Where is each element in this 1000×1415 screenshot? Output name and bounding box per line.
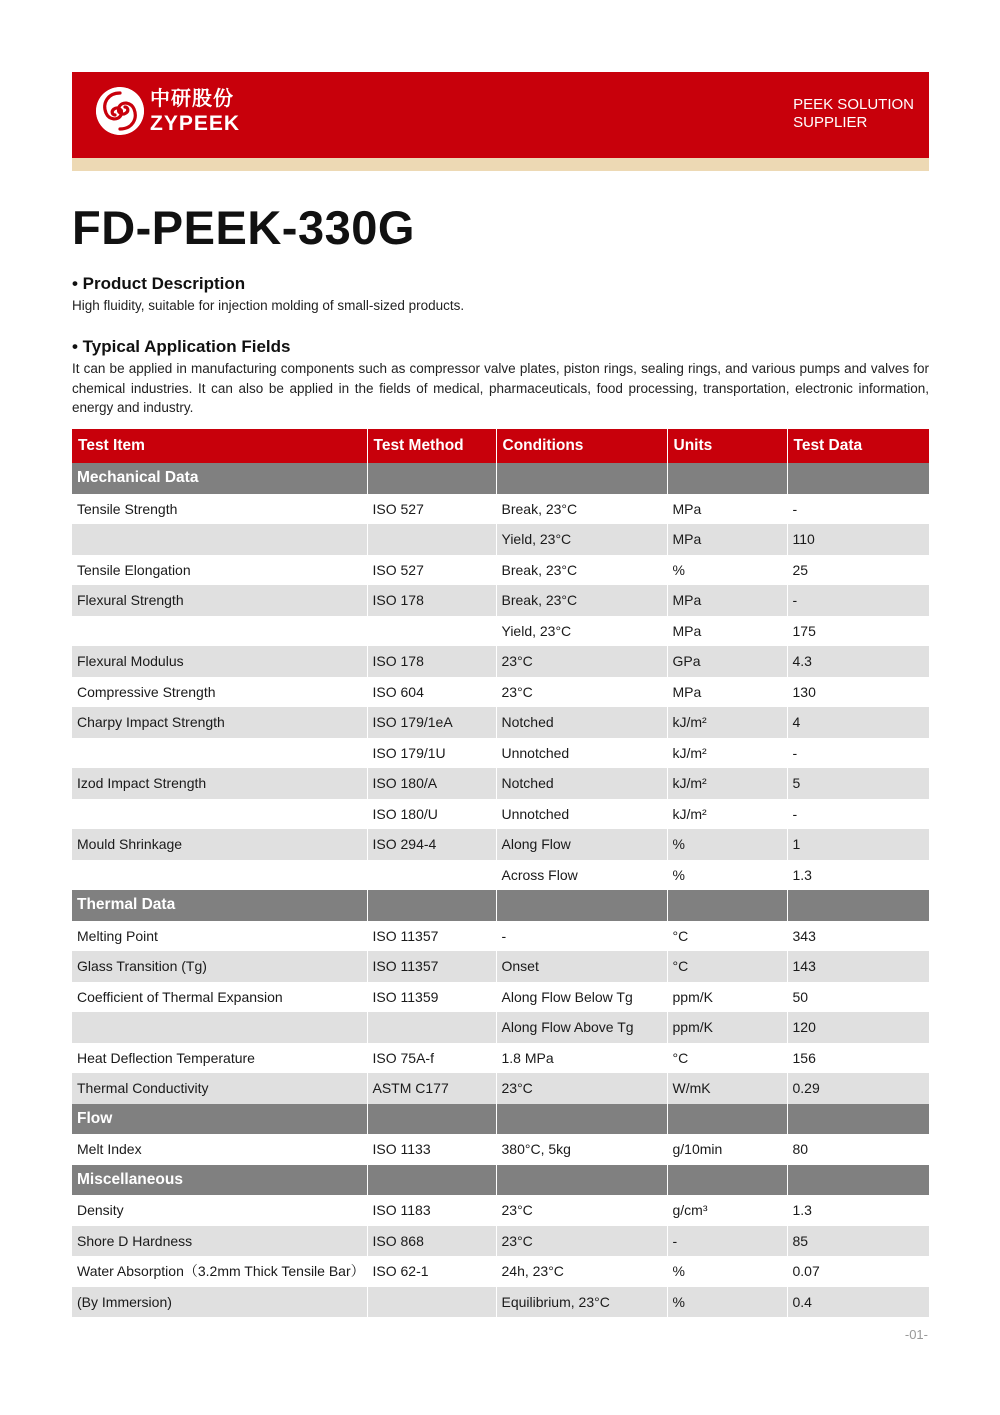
cell-conditions: - — [496, 921, 667, 952]
cell-test-method: ISO 294-4 — [367, 829, 496, 860]
table-row — [72, 1043, 929, 1074]
cell-test-method: ISO 178 — [367, 585, 496, 616]
page-number: -01- — [904, 1327, 928, 1342]
cell-conditions: Yield, 23°C — [496, 616, 667, 647]
cell-test-method: ISO 178 — [367, 646, 496, 677]
cell-test-method: ISO 868 — [367, 1226, 496, 1257]
cell-conditions: Onset — [496, 951, 667, 982]
cell-test-method — [367, 1104, 496, 1135]
cell-test-item — [72, 616, 367, 647]
cell-test-method — [367, 1012, 496, 1043]
cell-conditions: Yield, 23°C — [496, 524, 667, 555]
cell-conditions — [496, 463, 667, 494]
cell-test-data: - — [787, 738, 929, 769]
cell-test-data: 5 — [787, 768, 929, 799]
table-row — [72, 1134, 929, 1165]
cell-test-item — [72, 860, 367, 891]
table-row — [72, 1073, 929, 1104]
cell-test-item — [72, 524, 367, 555]
cell-units: g/cm³ — [667, 1195, 787, 1226]
cell-test-data: 143 — [787, 951, 929, 982]
table-row — [72, 1287, 929, 1318]
cell-test-data: 0.07 — [787, 1256, 929, 1287]
category-label: Miscellaneous — [72, 1165, 367, 1196]
cell-test-method: ISO 180/U — [367, 799, 496, 830]
category-label: Thermal Data — [72, 890, 367, 921]
cell-test-item — [72, 738, 367, 769]
cell-test-item: Melt Index — [72, 1134, 367, 1165]
cell-conditions: 23°C — [496, 1226, 667, 1257]
cell-conditions — [496, 890, 667, 921]
logo-english-text: ZYPEEK — [150, 111, 241, 135]
table-row — [72, 768, 929, 799]
cell-test-item: Flexural Modulus — [72, 646, 367, 677]
cell-conditions: Across Flow — [496, 860, 667, 891]
cell-test-method: ISO 604 — [367, 677, 496, 708]
cell-test-method: ISO 11359 — [367, 982, 496, 1013]
tagline-line-1: PEEK SOLUTION — [793, 96, 914, 113]
cell-test-data: 1.3 — [787, 1195, 929, 1226]
cell-conditions: Break, 23°C — [496, 494, 667, 525]
cell-conditions: 23°C — [496, 646, 667, 677]
table-row — [72, 555, 929, 586]
table-row — [72, 524, 929, 555]
cell-test-data: 50 — [787, 982, 929, 1013]
cell-test-data: 156 — [787, 1043, 929, 1074]
cell-test-item: (By Immersion) — [72, 1287, 367, 1318]
cell-conditions: 1.8 MPa — [496, 1043, 667, 1074]
cell-conditions: Equilibrium, 23°C — [496, 1287, 667, 1318]
cell-test-item: Coefficient of Thermal Expansion — [72, 982, 367, 1013]
cell-conditions — [496, 1165, 667, 1196]
table-row — [72, 982, 929, 1013]
table-category-row — [72, 1104, 929, 1135]
cell-units: MPa — [667, 585, 787, 616]
cell-test-item: Izod Impact Strength — [72, 768, 367, 799]
cell-units: g/10min — [667, 1134, 787, 1165]
logo-swirl-icon — [96, 87, 144, 135]
cell-units — [667, 890, 787, 921]
cell-conditions: 380°C, 5kg — [496, 1134, 667, 1165]
cell-test-item — [72, 1012, 367, 1043]
cell-test-data — [787, 1104, 929, 1135]
product-description-heading: • Product Description — [72, 274, 246, 293]
table-body — [72, 463, 929, 1317]
cell-conditions: Break, 23°C — [496, 585, 667, 616]
cell-conditions: Along Flow — [496, 829, 667, 860]
cell-test-method: ISO 1133 — [367, 1134, 496, 1165]
cell-units: % — [667, 555, 787, 586]
cell-conditions: Notched — [496, 707, 667, 738]
column-header-conditions: Conditions — [496, 429, 667, 463]
cell-test-item: Tensile Strength — [72, 494, 367, 525]
cell-test-item: Thermal Conductivity — [72, 1073, 367, 1104]
cell-units: MPa — [667, 524, 787, 555]
table-row — [72, 860, 929, 891]
cell-units: MPa — [667, 494, 787, 525]
table-category-row — [72, 890, 929, 921]
cell-test-item: Glass Transition (Tg) — [72, 951, 367, 982]
product-description-text: High fluidity, suitable for injection molding of small-sized products. — [72, 298, 465, 313]
cell-test-item: Charpy Impact Strength — [72, 707, 367, 738]
cell-test-data: 0.29 — [787, 1073, 929, 1104]
cell-test-data: 120 — [787, 1012, 929, 1043]
table-category-row — [72, 463, 929, 494]
header-banner — [72, 72, 929, 158]
cell-test-item: Melting Point — [72, 921, 367, 952]
application-fields-text: It can be applied in manufacturing components such as compressor valve plates, piston rings, sealing rings, and various pumps and valves for chemical industries. It can also be applied in the fields of medical, pharmaceuticals, food processing, transportation, electronic information, energy and industry. — [72, 361, 929, 415]
cell-units: ppm/K — [667, 1012, 787, 1043]
cell-units: kJ/m² — [667, 799, 787, 830]
column-header-test-data: Test Data — [787, 429, 929, 463]
cell-test-data — [787, 1165, 929, 1196]
cell-test-method — [367, 616, 496, 647]
cell-units: ppm/K — [667, 982, 787, 1013]
header-accent-strip — [72, 158, 929, 171]
cell-test-data — [787, 463, 929, 494]
cell-test-data — [787, 890, 929, 921]
cell-conditions: 23°C — [496, 677, 667, 708]
table-row — [72, 829, 929, 860]
cell-test-method — [367, 1287, 496, 1318]
cell-units: GPa — [667, 646, 787, 677]
cell-units: W/mK — [667, 1073, 787, 1104]
cell-test-method: ISO 527 — [367, 494, 496, 525]
cell-conditions: 24h, 23°C — [496, 1256, 667, 1287]
table-row — [72, 494, 929, 525]
cell-units — [667, 463, 787, 494]
cell-units: MPa — [667, 616, 787, 647]
table-row — [72, 1012, 929, 1043]
table-row — [72, 921, 929, 952]
cell-units: °C — [667, 1043, 787, 1074]
cell-test-item: Mould Shrinkage — [72, 829, 367, 860]
cell-test-item: Flexural Strength — [72, 585, 367, 616]
column-header-test-item: Test Item — [72, 429, 367, 463]
logo-chinese-text: 中研股份 — [150, 87, 234, 110]
column-header-test-method: Test Method — [367, 429, 496, 463]
cell-test-method: ISO 527 — [367, 555, 496, 586]
cell-conditions: Notched — [496, 768, 667, 799]
table-row — [72, 1195, 929, 1226]
cell-test-data: - — [787, 799, 929, 830]
tagline-line-2: SUPPLIER — [793, 114, 868, 131]
cell-conditions — [496, 1104, 667, 1135]
cell-test-method: ISO 11357 — [367, 951, 496, 982]
cell-conditions: 23°C — [496, 1073, 667, 1104]
cell-test-data: 130 — [787, 677, 929, 708]
cell-units: % — [667, 1256, 787, 1287]
cell-conditions: 23°C — [496, 1195, 667, 1226]
cell-units: MPa — [667, 677, 787, 708]
cell-units: % — [667, 860, 787, 891]
cell-conditions: Along Flow Above Tg — [496, 1012, 667, 1043]
table-header-row — [72, 429, 929, 463]
properties-table — [72, 429, 929, 1317]
cell-test-data: - — [787, 585, 929, 616]
table-row — [72, 799, 929, 830]
cell-test-item: Shore D Hardness — [72, 1226, 367, 1257]
cell-units: - — [667, 1226, 787, 1257]
table-row — [72, 738, 929, 769]
cell-units: % — [667, 1287, 787, 1318]
cell-test-method: ISO 179/1eA — [367, 707, 496, 738]
category-label: Flow — [72, 1104, 367, 1135]
cell-test-data: 110 — [787, 524, 929, 555]
cell-test-method — [367, 463, 496, 494]
table-row — [72, 646, 929, 677]
cell-test-method — [367, 524, 496, 555]
cell-test-method: ASTM C177 — [367, 1073, 496, 1104]
cell-conditions: Break, 23°C — [496, 555, 667, 586]
cell-test-item: Heat Deflection Temperature — [72, 1043, 367, 1074]
cell-test-data: 25 — [787, 555, 929, 586]
cell-test-method: ISO 62-1 — [367, 1256, 496, 1287]
cell-test-method: ISO 1183 — [367, 1195, 496, 1226]
cell-units: °C — [667, 921, 787, 952]
table-row — [72, 616, 929, 647]
cell-units: kJ/m² — [667, 768, 787, 799]
cell-test-method: ISO 180/A — [367, 768, 496, 799]
table-row — [72, 677, 929, 708]
cell-test-data: 0.4 — [787, 1287, 929, 1318]
cell-test-data: 4.3 — [787, 646, 929, 677]
cell-units: kJ/m² — [667, 707, 787, 738]
cell-test-method: ISO 179/1U — [367, 738, 496, 769]
cell-test-item: Density — [72, 1195, 367, 1226]
table-row — [72, 951, 929, 982]
company-logo — [96, 87, 240, 135]
cell-test-item: Water Absorption（3.2mm Thick Tensile Bar） — [72, 1256, 367, 1287]
cell-units: % — [667, 829, 787, 860]
cell-test-data: 4 — [787, 707, 929, 738]
product-title: FD-PEEK-330G — [72, 201, 415, 254]
table-row — [72, 585, 929, 616]
cell-test-method — [367, 860, 496, 891]
cell-test-data: - — [787, 494, 929, 525]
cell-conditions: Along Flow Below Tg — [496, 982, 667, 1013]
cell-test-data: 175 — [787, 616, 929, 647]
cell-test-method: ISO 11357 — [367, 921, 496, 952]
cell-test-data: 343 — [787, 921, 929, 952]
column-header-units: Units — [667, 429, 787, 463]
cell-units — [667, 1165, 787, 1196]
table-category-row — [72, 1165, 929, 1196]
cell-test-data: 85 — [787, 1226, 929, 1257]
cell-test-data: 1 — [787, 829, 929, 860]
cell-units: kJ/m² — [667, 738, 787, 769]
cell-units: °C — [667, 951, 787, 982]
cell-test-data: 80 — [787, 1134, 929, 1165]
cell-test-method — [367, 890, 496, 921]
category-label: Mechanical Data — [72, 463, 367, 494]
table-row — [72, 1226, 929, 1257]
cell-test-item — [72, 799, 367, 830]
cell-conditions: Unnotched — [496, 799, 667, 830]
cell-test-data: 1.3 — [787, 860, 929, 891]
table-row — [72, 1256, 929, 1287]
application-fields-heading: • Typical Application Fields — [72, 337, 291, 356]
cell-units — [667, 1104, 787, 1135]
cell-test-method — [367, 1165, 496, 1196]
table-row — [72, 707, 929, 738]
header-tagline — [793, 96, 914, 132]
cell-conditions: Unnotched — [496, 738, 667, 769]
cell-test-method: ISO 75A-f — [367, 1043, 496, 1074]
cell-test-item: Tensile Elongation — [72, 555, 367, 586]
cell-test-item: Compressive Strength — [72, 677, 367, 708]
